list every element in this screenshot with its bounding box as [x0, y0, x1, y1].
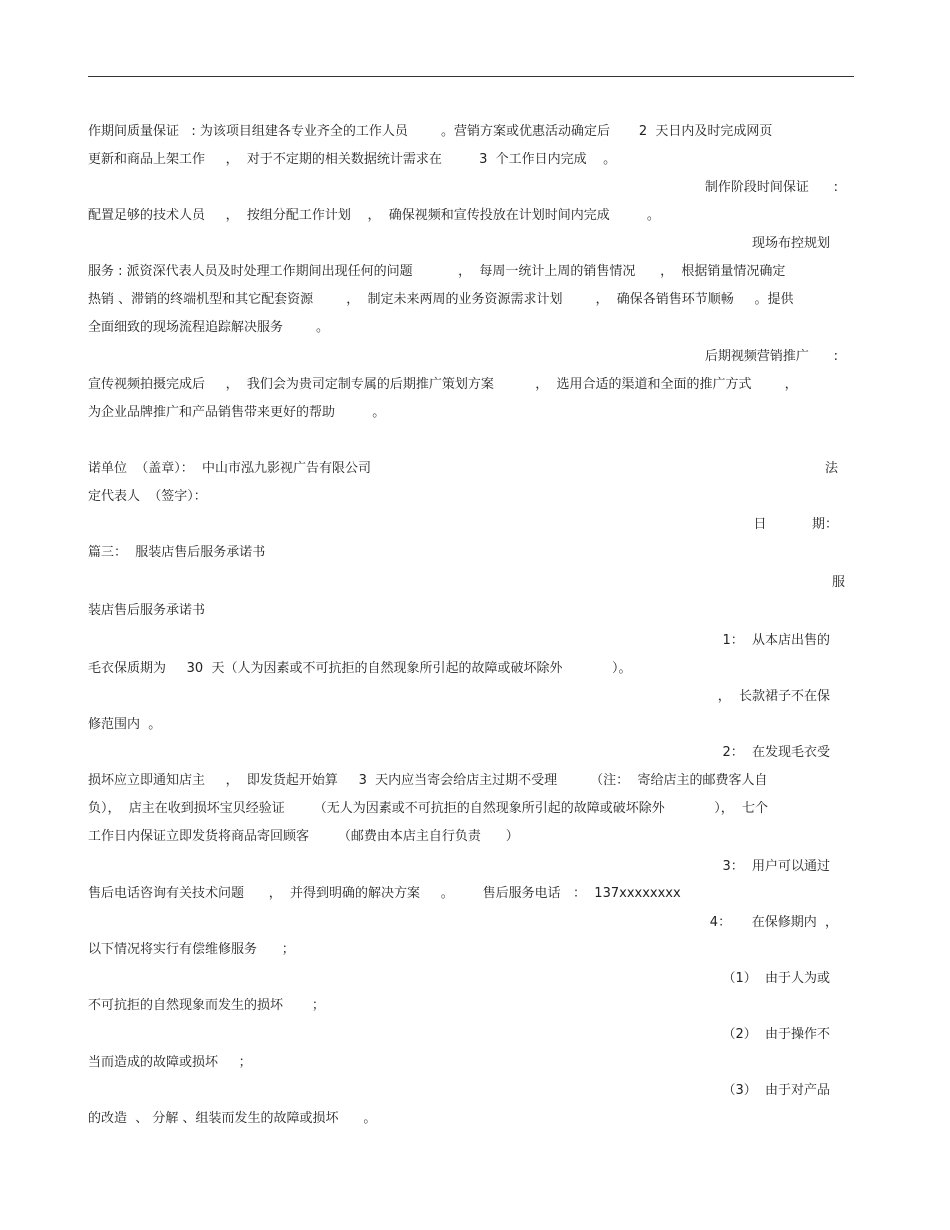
- text-line: 以下情况将实行有偿维修服务 ；: [88, 942, 295, 957]
- text-line: 现场布控规划: [751, 236, 830, 251]
- text-line: 制作阶段时间保证 :: [704, 180, 838, 195]
- text-line: （3） 由于对产品: [722, 1083, 830, 1098]
- text-line: 4： 在保修期内 ，: [709, 915, 838, 930]
- text-line: 毛衣保质期为 30 天（人为因素或不可抗拒的自然现象所引起的故障或破坏除外 ）。: [88, 661, 632, 676]
- text-line: 配置足够的技术人员 ， 按组分配工作计划 ， 确保视频和宣传投放在计划时间内完成 。: [88, 208, 660, 223]
- text-line: 更新和商品上架工作 ， 对于不定期的相关数据统计需求在 3 个工作日内完成 。: [88, 152, 617, 167]
- text-line: 工作日内保证立即发货将商品寄回顾客 （邮费由本店主自行负责 ）: [88, 829, 519, 844]
- section-heading: 篇三： 服装店售后服务承诺书: [88, 545, 266, 560]
- text-line: 服: [831, 575, 845, 590]
- text-line: 热销 、滞销的终端机型和其它配套资源 ， 制定未来两周的业务资源需求计划 ， 确保各销售环节顺畅 。提供: [88, 292, 794, 307]
- text-line: 1： 从本店出售的: [722, 633, 830, 648]
- text-line: 装店售后服务承诺书: [88, 603, 206, 618]
- text-line: 诺单位 （盖章）： 中山市泓九影视广告有限公司: [88, 461, 372, 476]
- text-line: 损坏应立即通知店主 ， 即发货起开始算 3 天内应当寄会给店主过期不受理 （注： 寄给店主的邮费客人自: [88, 773, 768, 788]
- text-line: 的改造 、 分解 、组装而发生的故障或损坏 。: [88, 1111, 377, 1126]
- text-line: ， 长款裙子不在保: [717, 689, 830, 704]
- text-line: 修范围内 。: [88, 717, 162, 732]
- text-line: 法: [824, 461, 838, 476]
- text-line: 日 期：: [753, 517, 838, 532]
- header-rule: [88, 76, 854, 77]
- text-line: 负）， 店主在收到损坏宝贝经验证 （无人为因素或不可抗拒的自然现象所引起的故障或破坏除外 ）， 七个: [88, 801, 769, 816]
- text-line: 全面细致的现场流程追踪解决服务 。: [88, 320, 330, 335]
- text-line: 不可抗拒的自然现象而发生的损坏 ；: [88, 998, 325, 1013]
- text-line: 服务 : 派资深代表人员及时处理工作期间出现任何的问题 ， 每周一统计上周的销售情况 ， 根据销量情况确定: [88, 264, 786, 279]
- text-line: 售后电话咨询有关技术问题 ， 并得到明确的解决方案 。 售后服务电话 ： 137xxxxxxxx: [88, 886, 681, 901]
- text-line: 为企业品牌推广和产品销售带来更好的帮助 。: [88, 405, 386, 420]
- text-line: 作期间质量保证 : 为该项目组建各专业齐全的工作人员 。营销方案或优惠活动确定后 2 天日内及时完成网页: [88, 124, 773, 139]
- text-line: 后期视频营销推广 :: [704, 349, 838, 364]
- text-line: 2： 在发现毛衣受: [722, 745, 830, 760]
- text-line: 3： 用户可以通过: [722, 859, 830, 874]
- text-line: 宣传视频拍摄完成后 ， 我们会为贵司定制专属的后期推广策划方案 ， 选用合适的渠道和全面的推广方式 ，: [88, 377, 798, 392]
- text-line: （2） 由于操作不: [722, 1027, 830, 1042]
- text-line: 当而造成的故障或损坏 ；: [88, 1055, 252, 1070]
- text-line: 定代表人 （签字）：: [88, 489, 207, 504]
- text-line: （1） 由于人为或: [722, 971, 830, 986]
